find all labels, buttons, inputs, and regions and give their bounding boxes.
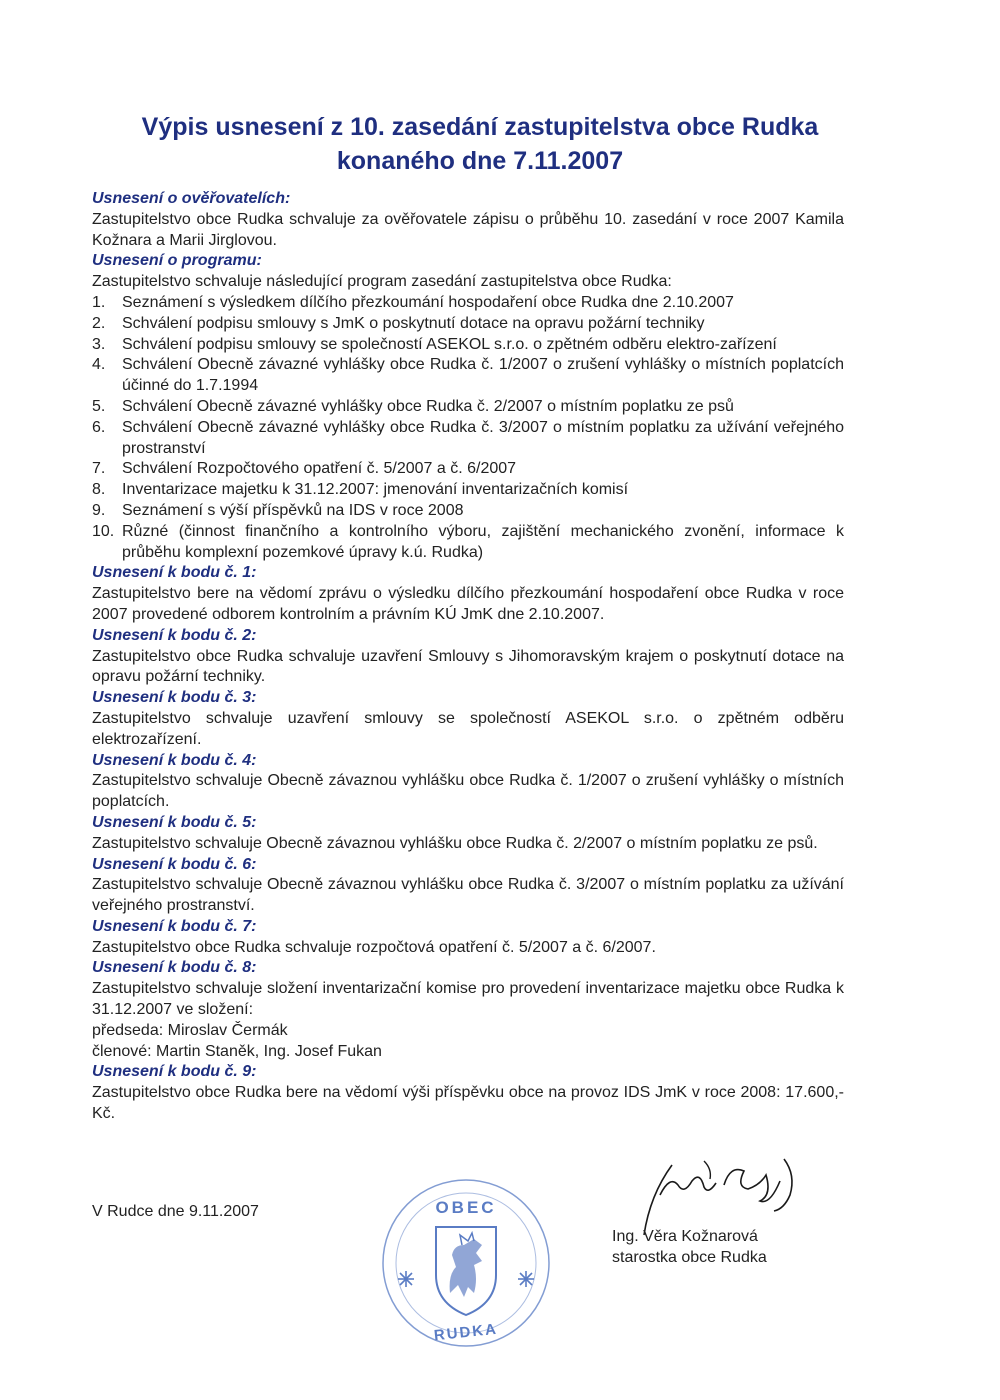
document-body [92,189,844,1125]
list-item: 4. Schválení Obecně závazné vyhlášky obce Rudka č. 1/2007 o zrušení vyhlášky o místních poplatcích účinné do 1.7.1994 [92,356,844,395]
heading-bod-5: Usnesení k bodu č. 5: [92,813,257,831]
document-title [90,110,870,178]
list-item: 7. Schválení Rozpočtového opatření č. 5/2007 a č. 6/2007 [92,460,517,478]
lion-shield-icon [436,1227,496,1315]
heading-bod-7: Usnesení k bodu č. 7: [92,917,257,935]
text-bod-8-predseda: předseda: Miroslav Čermák [92,1021,288,1039]
heading-bod-6: Usnesení k bodu č. 6: [92,855,257,873]
title-line-2: konaného dne 7.11.2007 [336,147,624,175]
signatory-name: Ing. Věra Kožnarová [612,1228,758,1245]
list-item: 2. Schválení podpisu smlouvy s JmK o poskytnutí dotace na opravu požární techniky [92,314,705,332]
heading-bod-1: Usnesení k bodu č. 1: [92,564,257,582]
heading-program: Usnesení o programu: [92,252,262,270]
list-item: 9. Seznámení s výší příspěvků na IDS v roce 2008 [92,501,464,519]
text-bod-3: Zastupitelstvo schvaluje uzavření smlouvy se společností ASEKOL s.r.o. o zpětném odběru elektrozařízení. [92,709,844,748]
list-item: 5. Schválení Obecně závazné vyhlášky obce Rudka č. 2/2007 o místním poplatku ze psů [92,397,734,415]
program-list [92,293,844,563]
stamp-text-top: OBEC [435,1198,497,1217]
title-line-1: Výpis usnesení z 10. zasedání zastupitelstva obce Rudka [141,113,819,141]
text-bod-1: Zastupitelstvo bere na vědomí zprávu o výsledku dílčího přezkoumání hospodaření obce Rudka v roce 2007 provedené odborem kontrolním a právním KÚ JmK dne 2.10.2007. [92,585,844,623]
text-bod-8: Zastupitelstvo schvaluje složení inventarizační komise pro provedení inventarizace majetku obce Rudka k 31.12.2007 ve složení: [92,980,844,1019]
text-bod-2: Zastupitelstvo obce Rudka schvaluje uzavření Smlouvy s Jihomoravským krajem o poskytnutí dotace na opravu požární techniky. [92,647,844,686]
list-item: 8. Inventarizace majetku k 31.12.2007: jmenování inventarizačních komisí [92,481,629,499]
heading-bod-3: Usnesení k bodu č. 3: [92,689,257,707]
heading-bod-4: Usnesení k bodu č. 4: [92,751,257,769]
municipal-stamp [378,1175,554,1351]
text-overovatele: Zastupitelstvo obce Rudka schvaluje za ověřovatele zápisu o průběhu 10. zasedání v roce 2007 Kamila Kožnara a Marii Jirglovou. [92,210,844,249]
heading-bod-8: Usnesení k bodu č. 8: [92,959,257,977]
text-bod-7: Zastupitelstvo obce Rudka schvaluje rozpočtová opatření č. 5/2007 a č. 6/2007. [92,938,656,956]
list-item: 3. Schválení podpisu smlouvy se společností ASEKOL s.r.o. o zpětném odběru elektro-zařízení [92,335,777,353]
heading-bod-2: Usnesení k bodu č. 2: [92,626,257,644]
heading-bod-9: Usnesení k bodu č. 9: [92,1063,257,1081]
stamp-text-bottom: RUDKA [433,1320,499,1345]
place-date: V Rudce dne 9.11.2007 [92,1203,259,1220]
text-program-intro: Zastupitelstvo schvaluje následující program zasedání zastupitelstva obce Rudka: [92,273,672,291]
heading-overovatele: Usnesení o ověřovatelích: [92,190,291,207]
text-bod-9: Zastupitelstvo obce Rudka bere na vědomí výši příspěvku obce na provoz IDS JmK v roce 2008: 17.600,- Kč. [92,1084,844,1123]
text-bod-6: Zastupitelstvo schvaluje Obecně závaznou vyhlášku obce Rudka č. 3/2007 o místním poplatku za užívání veřejného prostranství. [92,876,844,915]
signatory-role: starostka obce Rudka [612,1249,767,1266]
text-bod-5: Zastupitelstvo schvaluje Obecně závaznou vyhlášku obce Rudka č. 2/2007 o místním poplatku ze psů. [92,834,818,852]
list-item: 6. Schválení Obecně závazné vyhlášky obce Rudka č. 3/2007 o místním poplatku za užívání veřejného prostranství [92,418,844,457]
list-item: 1. Seznámení s výsledkem dílčího přezkoumání hospodaření obce Rudka dne 2.10.2007 [92,293,734,311]
list-item: 10. Různé (činnost finančního a kontrolního výboru, zajištění mechanického zvonění, informace k průběhu komplexní pozemkové úpravy k.ú. Rudka) [92,522,844,561]
text-bod-8-clenove: členové: Martin Staněk, Ing. Josef Fukan [92,1042,382,1060]
text-bod-4: Zastupitelstvo schvaluje Obecně závaznou vyhlášku obce Rudka č. 1/2007 o zrušení vyhlášky o místních poplatcích. [92,772,844,811]
signatory-block [612,1226,767,1268]
